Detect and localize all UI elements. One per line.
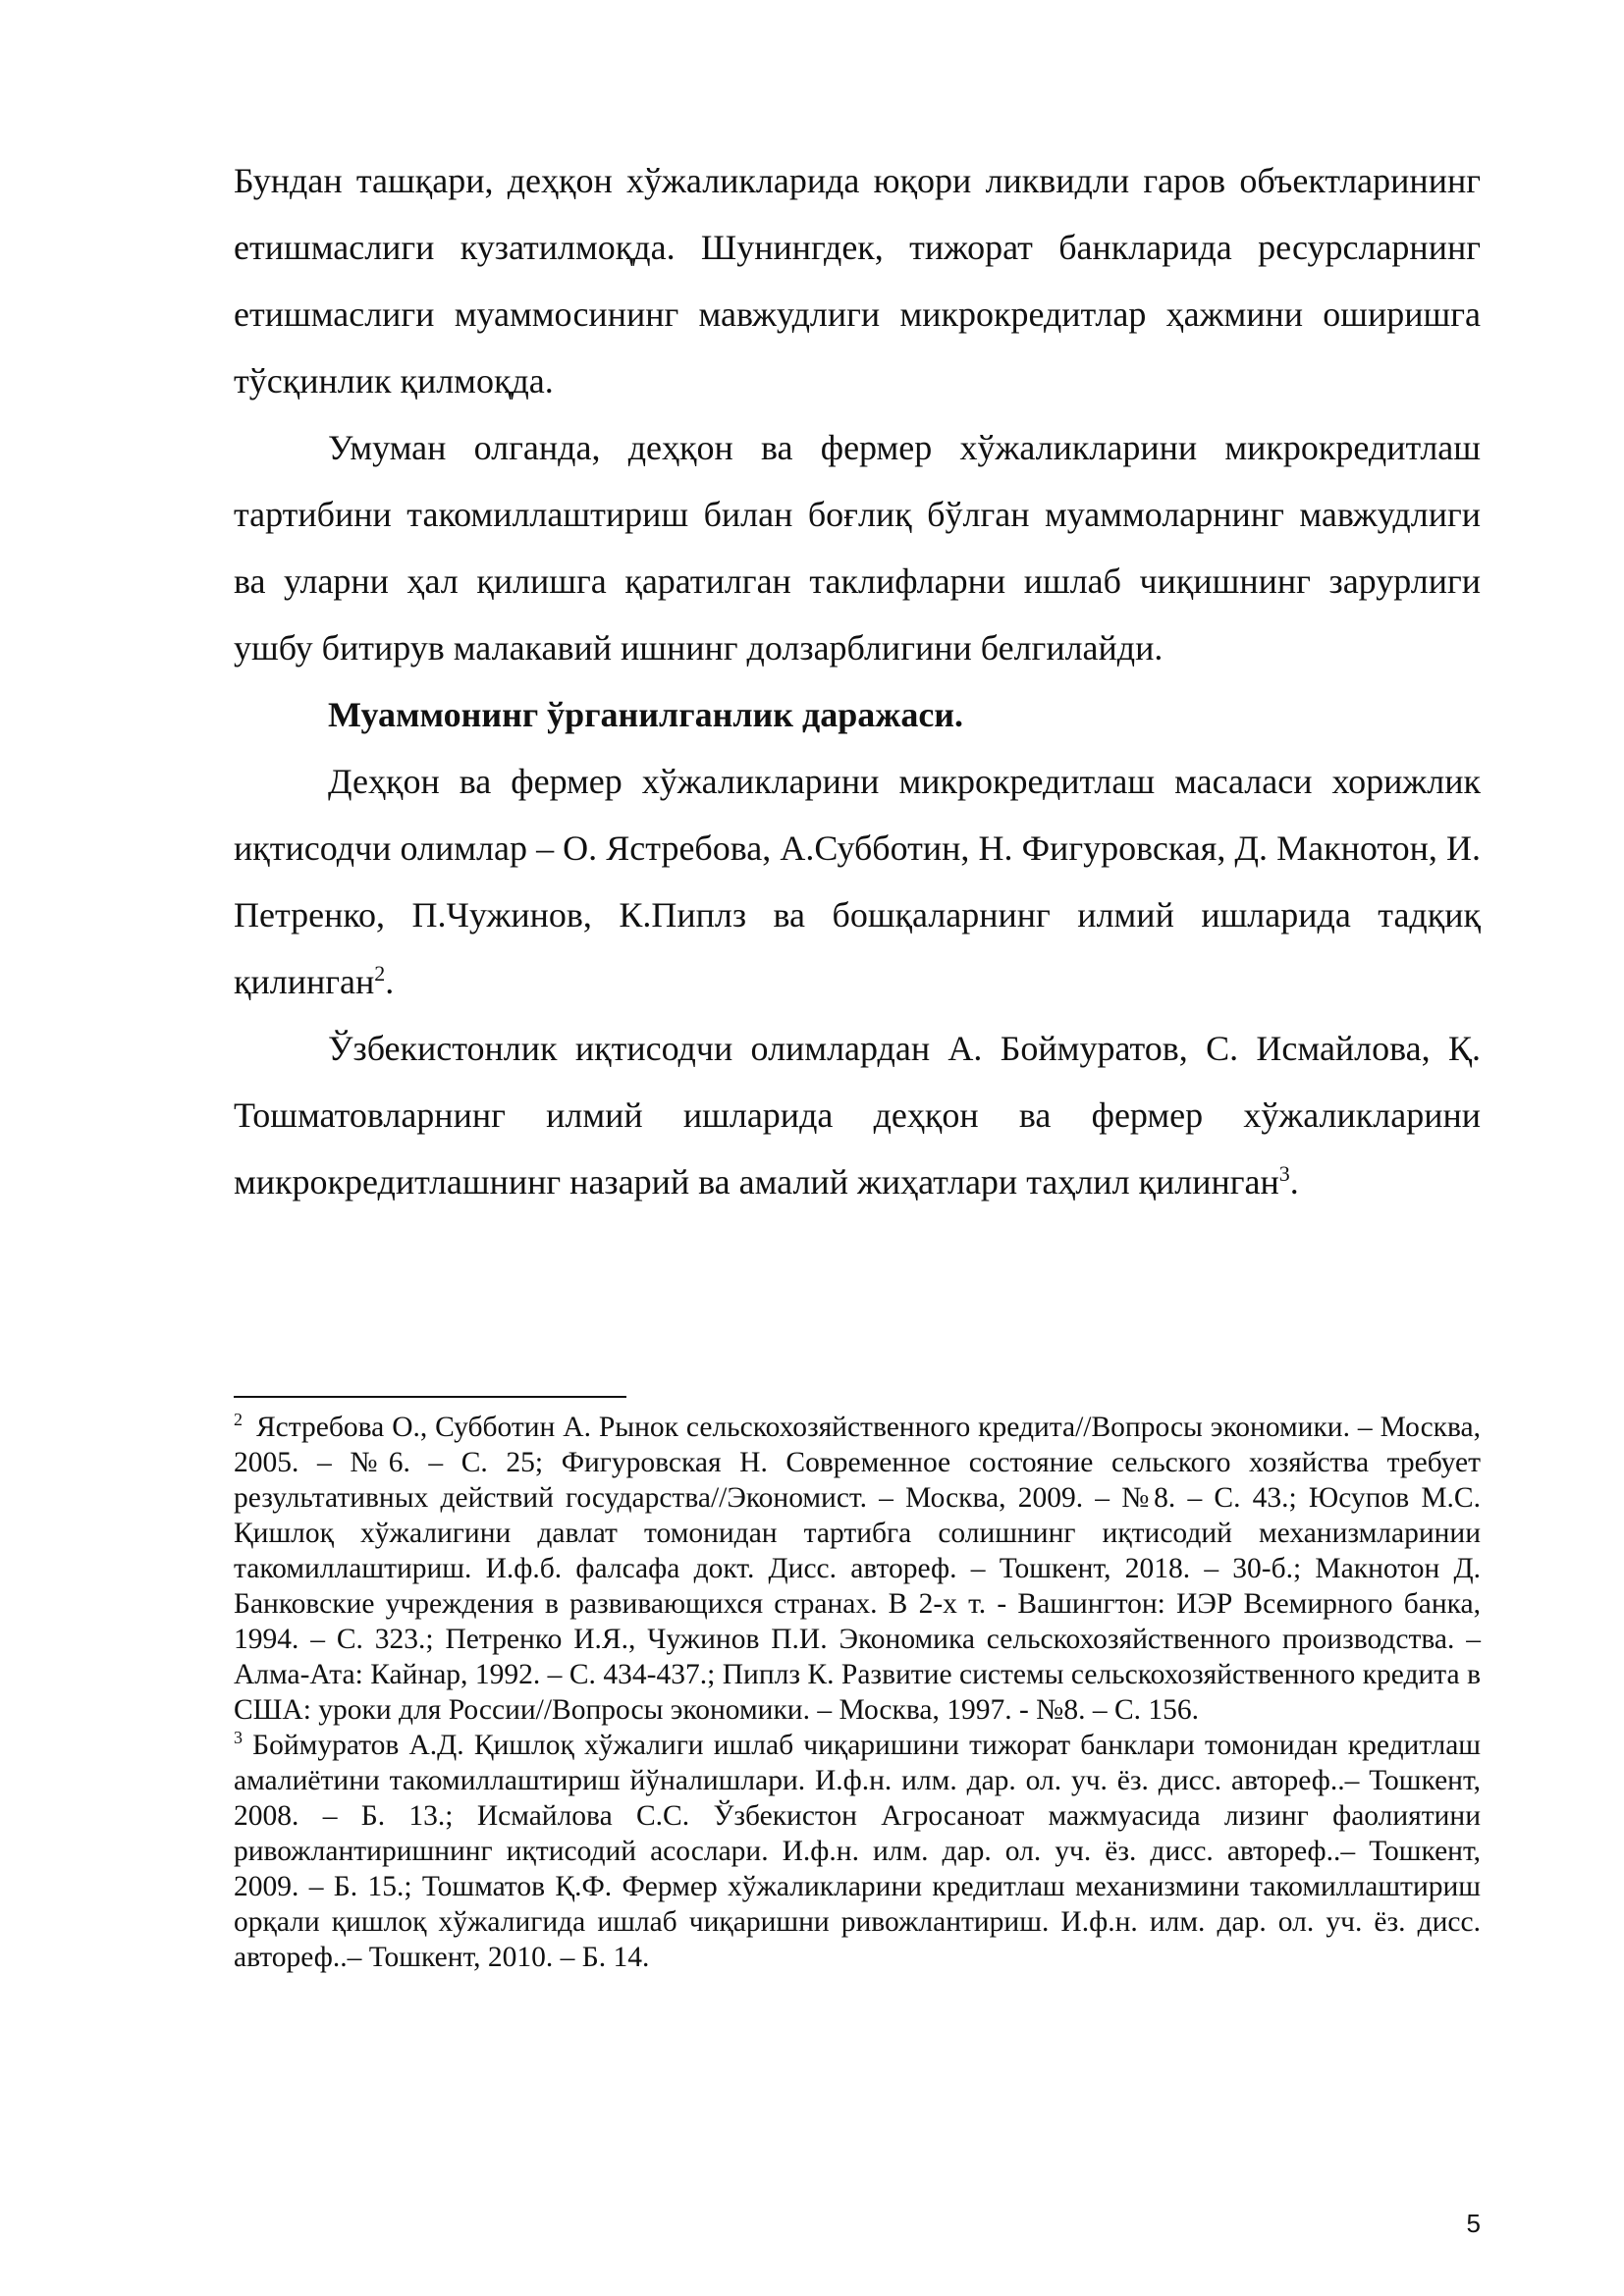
footnotes: [234, 1410, 1481, 1975]
paragraph-4-text: Ўзбекистонлик иқтисодчи олимлардан А. Боймуратов, С. Исмайлова, Қ. Тошматовларнинг илмий ишларида деҳқон ва фермер хўжаликларини микрокредитлашнинг назарий ва амалий жиҳатлари таҳлил қилинган: [234, 1029, 1481, 1201]
footnote-text: Ястребова О., Субботин А. Рынок сельскохозяйственного кредита//Вопросы экономики. – Москва, 2005. – №6. – С. 25; Фигуровская Н. Современное состояние сельского хозяйства требует результативных действий государства//Экономист. – Москва, 2009. – №8. – С. 43.; Юсупов М.С. Қишлоқ хўжалигини давлат томонидан тартибга солишнинг иқтисодий механизмларинии такомиллаштириш. И.ф.б. фалсафа докт. Дисс. автореф. – Тошкент, 2018. – 30-б.; Макнотон Д. Банковские учреждения в развивающихся странах. В 2-х т. - Вашингтон: ИЭР Всемирного банка, 1994. – С. 323.; Петренко И.Я., Чужинов П.И. Экономика сельскохозяйственного производства. – Алма-Ата: Кайнар, 1992. – С. 434-437.; Пиплз К. Развитие системы сельскохозяйственного кредита в США: уроки для России//Вопросы экономики. – Москва, 1997. - №8. – С. 156.: [234, 1412, 1481, 1726]
footnote-mark: 3: [234, 1728, 243, 1748]
paragraph-3: [234, 748, 1481, 1015]
footnote-ref-2[interactable]: 2: [374, 961, 386, 986]
footnote-text: Боймуратов А.Д. Қишлоқ хўжалиги ишлаб чиқаришини тижорат банклари томонидан кредитлаш амалиётини такомиллаштириш йўналишлари. И.ф.н. илм. дар. ол. уч. ёз. дисс. автореф..– Тошкент, 2008. – Б. 13.; Исмайлова С.С. Ўзбекистон Агросаноат мажмуасида лизинг фаолиятини ривожлантиришнинг иқтисодий асослари. И.ф.н. илм. дар. ол. уч. ёз. дисс. автореф..– Тошкент, 2009. – Б. 15.; Тошматов Қ.Ф. Фермер хўжаликларини кредитлаш механизмини такомиллаштириш орқали қишлоқ хўжалигида ишлаб чиқаришни ривожлантириш. И.ф.н. илм. дар. ол. уч. ёз. дисс. автореф..– Тошкент, 2010. – Б. 14.: [234, 1730, 1482, 1973]
paragraph-3-text: Деҳқон ва фермер хўжаликларини микрокредитлаш масаласи хорижлик иқтисодчи олимлар – О. Ястребова, А.Субботин, Н. Фигуровская, Д. Макнотон, И. Петренко, П.Чужинов, К.Пиплз ва бошқаларнинг илмий ишларида тадқиқ қилинган: [234, 762, 1481, 1001]
footnote-2: [234, 1410, 1481, 1728]
footnote-3: [234, 1728, 1481, 1975]
document-body: [234, 147, 1481, 1215]
footnote-mark: 2: [234, 1410, 243, 1430]
paragraph-2: Умуман олганда, деҳқон ва фермер хўжаликларини микрокредитлаш тартибини такомиллаштириш билан боғлиқ бўлган муаммоларнинг мавжудлиги ва уларни ҳал қилишга қаратилган таклифларни ишлаб чиқишнинг зарурлиги ушбу битирув малакавий ишнинг долзарблигини белгилайди.: [234, 428, 1481, 667]
paragraph-3-end: .: [385, 962, 395, 1001]
paragraph-4: [234, 1015, 1481, 1215]
page-number: 5: [1466, 2209, 1481, 2238]
paragraph-1: Бундан ташқари, деҳқон хўжаликларида юқори ликвидли гаров объектларининг етишмаслиги кузатилмоқда. Шунингдек, тижорат банкларида ресурсларнинг етишмаслиги муаммосининг мавжудлиги микрокредитлар ҳажмини оширишга тўсқинлик қилмоқда.: [234, 161, 1481, 400]
section-heading: Муаммонинг ўрганилганлик даражаси.: [328, 695, 964, 734]
paragraph-4-end: .: [1289, 1162, 1299, 1201]
footnote-ref-3[interactable]: 3: [1278, 1161, 1290, 1186]
footnote-separator: [234, 1396, 626, 1398]
